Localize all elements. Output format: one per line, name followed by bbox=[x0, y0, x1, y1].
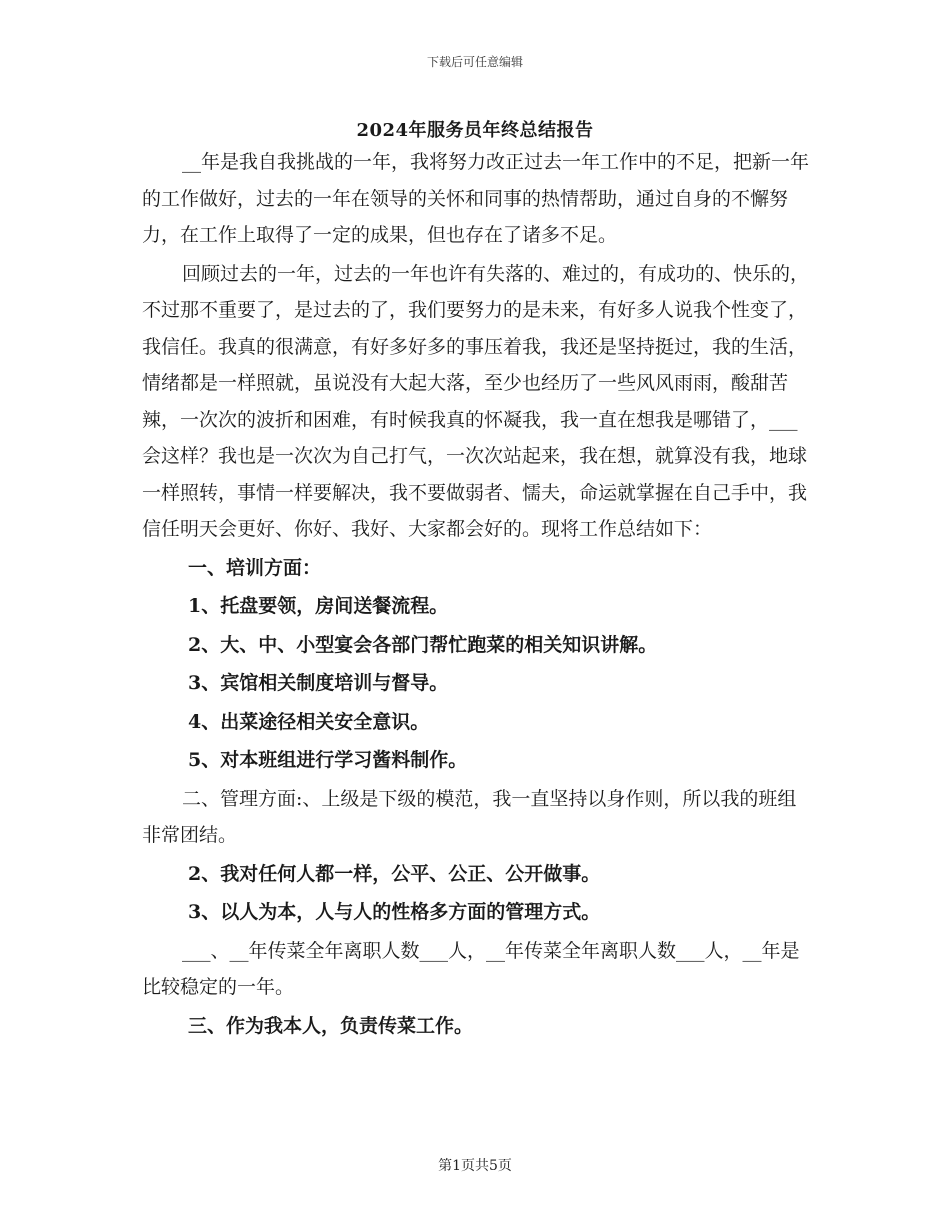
list-item: 1、托盘要领，房间送餐流程。 bbox=[188, 595, 449, 617]
list-item: 3、宾馆相关制度培训与督导。 bbox=[188, 672, 449, 694]
list-item: 3、以人为本，人与人的性格多方面的管理方式。 bbox=[188, 901, 601, 923]
list-item: 2、我对任何人都一样，公平、公正、公开做事。 bbox=[188, 862, 601, 885]
page-number: 第1页共5页 bbox=[438, 1158, 512, 1174]
list-item: 2、大、中、小型宴会各部门帮忙跑菜的相关知识讲解。 bbox=[188, 633, 658, 656]
paragraph-review: 回顾过去的一年，过去的一年也许有失落的、难过的，有成功的、快乐的，不过那不重要了，是过去的了，我们要努力的是未来，有好多人说我个性变了，我信任。我真的很满意，有好多好多的事压着我，我还是坚持挺过，我的生活，情绪都是一样照就，虽说没有大起大落，至少也经历了一些风风雨雨，酸甜苦辣，一次次的波折和困难，有时候我真的怀凝我，我一直在想我是哪错了，___会这样？我也是一次次为自己打气，一次次站起来，我在想，就算没有我，地球一样照转，事情一样要解决，我不要做弱者、懦夫，命运就掌握在自己手中，我信任明天会更好、你好、我好、大家都会好的。现将工作总结如下： bbox=[142, 262, 810, 540]
list-item: 5、对本班组进行学习酱料制作。 bbox=[188, 749, 468, 771]
list-item: 4、出菜途径相关安全意识。 bbox=[188, 710, 430, 733]
section-heading-self: 三、作为我本人，负责传菜工作。 bbox=[188, 1014, 474, 1037]
header-note: 下载后可任意编辑 bbox=[426, 55, 523, 69]
paragraph-staff: ___、__年传菜全年离职人数___人，__年传菜全年离职人数___人，__年是比较稳定的一年。 bbox=[142, 939, 800, 998]
document-body bbox=[142, 144, 814, 1044]
paragraph-management: 二、管理方面:、上级是下级的模范，我一直坚持以身作则，所以我的班组非常团结。 bbox=[142, 787, 797, 846]
paragraph-intro: __年是我自我挑战的一年，我将努力改正过去一年工作中的不足，把新一年的工作做好，过去的一年在领导的关怀和同事的热情帮助，通过自身的不懈努力，在工作上取得了一定的成果，但也存在了诸多不足。 bbox=[142, 151, 810, 246]
section-heading-training: 一、培训方面： bbox=[188, 556, 322, 579]
document-title: 2024年服务员年终总结报告 bbox=[356, 120, 594, 141]
